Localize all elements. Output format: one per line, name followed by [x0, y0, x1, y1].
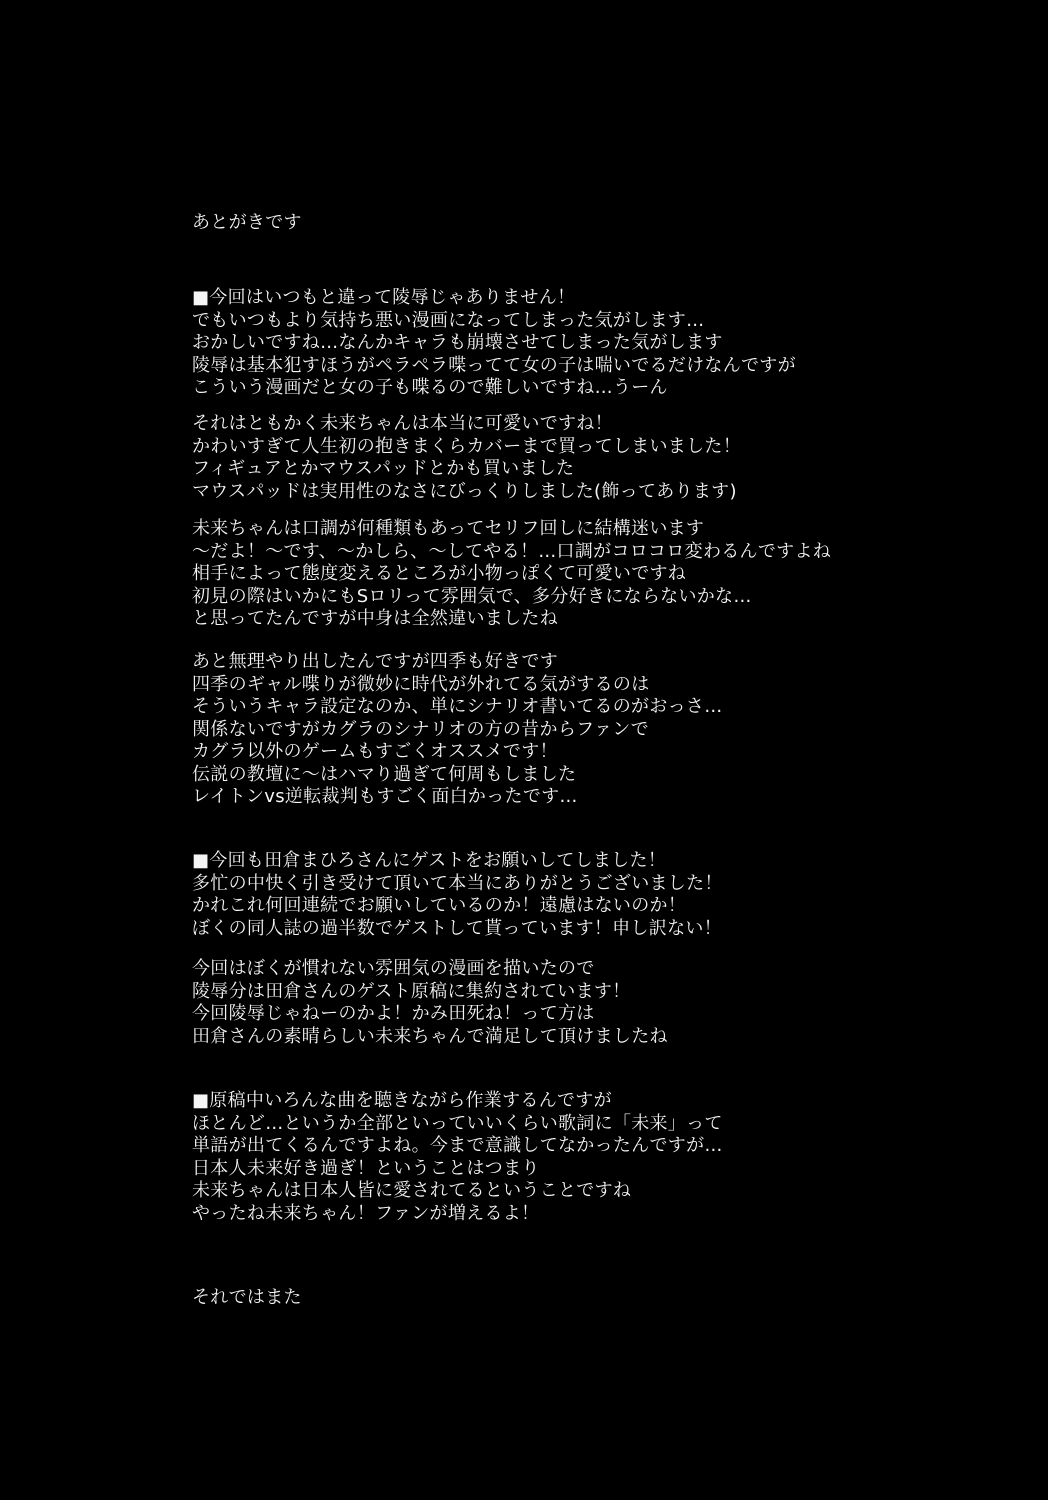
- afterword-title: [192, 212, 992, 235]
- text-line: やったね未来ちゃん！ファンが増えるよ！: [192, 1202, 540, 1224]
- text-line: 未来ちゃんは口調が何種類もあってセリフ回しに結構迷います: [192, 518, 705, 539]
- paragraph-songs-mirai: [192, 1090, 992, 1225]
- text-line: ■今回も田倉まひろさんにゲストをお願いしてしました！: [192, 850, 667, 871]
- title-text: あとがきです: [192, 212, 302, 233]
- text-line: 未来ちゃんは日本人皆に愛されてるということですね: [192, 1180, 632, 1201]
- text-line: ほとんど…というか全部といっていいくらい歌詞に「未来」って: [192, 1112, 723, 1134]
- text-line: 今回陵辱じゃねーのかよ！かみ田死ね！って方は: [192, 1003, 595, 1024]
- text-line: 四季のギャル喋りが微妙に時代が外れてる気がするのは: [192, 673, 650, 695]
- text-line: かれこれ何回連続でお願いしているのか！遠慮はないのか！: [192, 895, 687, 916]
- text-line: ■今回はいつもと違って陵辱じゃありません！: [192, 287, 576, 308]
- paragraph-mirai-cute: [192, 413, 992, 503]
- paragraph-shiki: [192, 651, 992, 809]
- closing-text: それではまた: [192, 1287, 302, 1308]
- text-line: 関係ないですがカグラのシナリオの方の昔からファンで: [192, 718, 649, 740]
- text-line: それはともかく未来ちゃんは本当に可愛いですね！: [192, 413, 613, 434]
- text-line: ■原稿中いろんな曲を聴きながら作業するんですが: [192, 1090, 612, 1111]
- paragraph-speech-style: [192, 518, 992, 631]
- text-line: 今回はぼくが慣れない雰囲気の漫画を描いたので: [192, 958, 595, 979]
- text-line: カグラ以外のゲームもすごくオススメです！: [192, 741, 558, 762]
- text-line: 日本人未来好き過ぎ！ということはつまり: [192, 1157, 540, 1179]
- text-line: おかしいですね…なんかキャラも崩壊させてしまった気がします: [192, 332, 723, 353]
- text-line: 初見の際はいかにもSロリって雰囲気で、多分好きにならないかな…: [192, 585, 752, 607]
- text-line: 陵辱分は田倉さんのゲスト原稿に集約されています！: [192, 980, 631, 1002]
- text-line: こういう漫画だと女の子も喋るので難しいですね…うーん: [192, 377, 668, 398]
- text-line: そういうキャラ設定なのか、単にシナリオ書いてるのがおっさ…: [192, 696, 723, 717]
- paragraph-not-ryojoku: [192, 287, 992, 400]
- text-line: マウスパッドは実用性のなさにびっくりしました(飾ってあります): [192, 480, 737, 502]
- text-line: と思ってたんですが中身は全然違いましたね: [192, 608, 558, 629]
- text-line: 伝説の教壇に～はハマり過ぎて何周もしました: [192, 763, 577, 785]
- paragraph-guest-manuscript: [192, 958, 992, 1048]
- text-line: 相手によって態度変えるところが小物っぽくて可愛いですね: [192, 563, 687, 584]
- text-line: 単語が出てくるんですよね。今まで意識してなかったんですが…: [192, 1135, 723, 1156]
- text-line: 陵辱は基本犯すほうがペラペラ喋ってて女の子は喘いでるだけなんですが: [192, 354, 796, 376]
- text-line: ぼくの同人誌の過半数でゲストして貰っています！申し訳ない！: [192, 917, 722, 939]
- paragraph-guest-thanks: [192, 850, 992, 940]
- text-line: 多忙の中快く引き受けて頂いて本当にありがとうございました！: [192, 872, 723, 894]
- text-line: フィギュアとかマウスパッドとかも買いました: [192, 458, 575, 479]
- text-line: あと無理やり出したんですが四季も好きです: [192, 651, 558, 672]
- closing: [192, 1287, 992, 1310]
- text-line: かわいすぎて人生初の抱きまくらカバーまで買ってしまいました！: [192, 435, 741, 457]
- text-line: ～だよ！～です、～かしら、～してやる！…口調がコロコロ変わるんですよね: [192, 540, 832, 562]
- text-line: でもいつもより気持ち悪い漫画になってしまった気がします…: [192, 309, 705, 331]
- text-line: 田倉さんの素晴らしい未来ちゃんで満足して頂けましたね: [192, 1025, 668, 1047]
- text-line: レイトンvs逆転裁判もすごく面白かったです…: [192, 786, 578, 807]
